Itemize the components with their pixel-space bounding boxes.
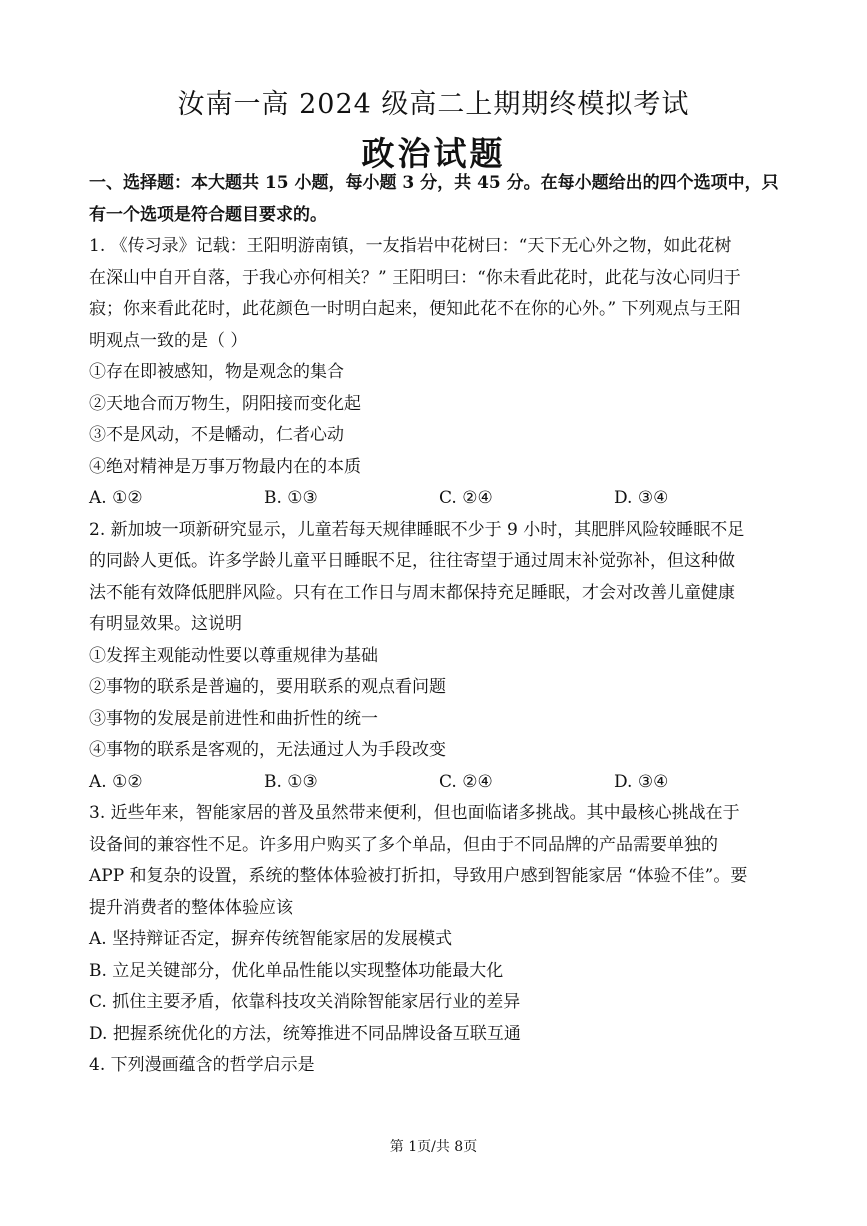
statement-item: ②事物的联系是普遍的，要用联系的观点看问题: [89, 677, 446, 697]
option-a: A. ①②: [89, 488, 143, 508]
option-c: C. ②④: [439, 488, 493, 508]
question-content: [89, 168, 789, 1082]
section-heading: 有一个选项是符合题目要求的。: [89, 204, 327, 225]
question-stem: 1. 《传习录》记载：王阳明游南镇，一友指岩中花树曰：“天下无心外之物，如此花树: [89, 236, 732, 256]
subject-title: 政治试题: [361, 134, 506, 173]
statement-item: ④事物的联系是客观的，无法通过人为手段改变: [89, 740, 446, 760]
question-stem: 2. 新加坡一项新研究显示，儿童若每天规律睡眠不少于 9 小时，其肥胖风险较睡眠不足: [89, 519, 745, 540]
question-3: [89, 798, 789, 1050]
question-stem: 提升消费者的整体体验应该: [89, 897, 293, 918]
option-b: B. 立足关键部分，优化单品性能以实现整体功能最大化: [89, 960, 504, 981]
question-stem: 3. 近些年来，智能家居的普及虽然带来便利，但也面临诸多挑战。其中最核心挑战在于: [89, 803, 740, 823]
statement-item: ③事物的发展是前进性和曲折性的统一: [89, 708, 378, 729]
question-2: [89, 515, 789, 799]
question-stem: 设备间的兼容性不足。许多用户购买了多个单品，但由于不同品牌的产品需要单独的: [89, 834, 718, 855]
statement-item: ③不是风动，不是幡动，仁者心动: [89, 425, 344, 445]
question-1: [89, 231, 789, 515]
section-heading: 一、选择题：本大题共 15 小题，每小题 3 分，共 45 分。在每小题给出的四个选项中，只: [89, 173, 779, 193]
option-d: D. 把握系统优化的方法，统筹推进不同品牌设备互联互通: [89, 1023, 521, 1044]
statement-item: ②天地合而万物生，阴阳接而变化起: [89, 393, 361, 414]
option-a: A. ①②: [89, 771, 143, 792]
question-stem: 有明显效果。这说明: [89, 614, 242, 634]
option-b: B. ①③: [264, 771, 318, 792]
question-stem: 在深山中自开自落，于我心亦何相关？” 王阳明曰：“你未看此花时，此花与汝心同归于: [89, 267, 741, 288]
question-4: [89, 1050, 789, 1082]
exam-title: 汝南一高 2024 级高二上期期终模拟考试: [177, 89, 690, 120]
option-d: D. ③④: [614, 771, 669, 792]
statement-item: ①发挥主观能动性要以尊重规律为基础: [89, 645, 378, 666]
answer-options: [89, 483, 789, 515]
answer-options: [89, 767, 789, 799]
question-stem: 的同龄人更低。许多学龄儿童平日睡眠不足，往往寄望于通过周末补觉弥补，但这种做: [89, 551, 735, 571]
option-d: D. ③④: [614, 488, 669, 508]
option-c: C. ②④: [439, 771, 493, 792]
option-c: C. 抓住主要矛盾，依靠科技攻关消除智能家居行业的差异: [89, 992, 521, 1012]
question-stem: 4. 下列漫画蕴含的哲学启示是: [89, 1055, 315, 1075]
page-number: 第 1页/共 8页: [389, 1139, 478, 1155]
statement-item: ①存在即被感知，物是观念的集合: [89, 362, 344, 382]
question-stem: 法不能有效降低肥胖风险。只有在工作日与周末都保持充足睡眠，才会对改善儿童健康: [89, 582, 735, 603]
question-stem: APP 和复杂的设置，系统的整体体验被打折扣，导致用户感到智能家居 “体验不佳”。要: [89, 866, 748, 886]
option-b: B. ①③: [264, 488, 318, 508]
option-a: A. 坚持辩证否定，摒弃传统智能家居的发展模式: [89, 929, 453, 949]
question-stem: 明观点一致的是（ ）: [89, 330, 248, 351]
statement-item: ④绝对精神是万事万物最内在的本质: [89, 456, 361, 477]
question-stem: 寂；你来看此花时，此花颜色一时明白起来，便知此花不在你的心外。” 下列观点与王阳: [89, 299, 741, 319]
